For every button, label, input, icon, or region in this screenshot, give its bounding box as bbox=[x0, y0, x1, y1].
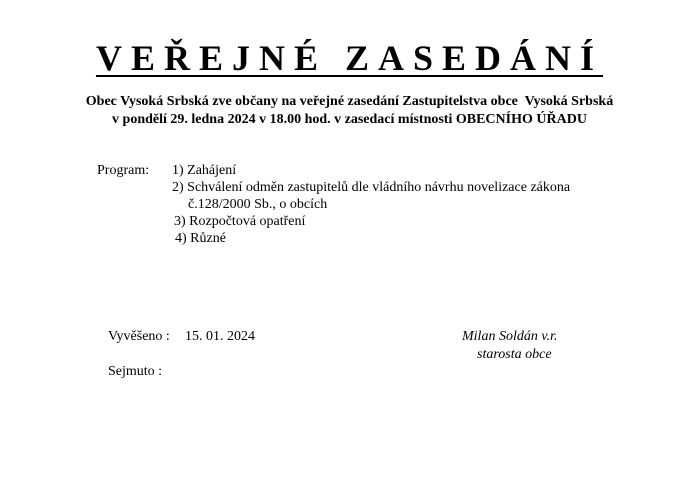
posted-date: 15. 01. 2024 bbox=[185, 329, 255, 344]
removed-label: Sejmuto : bbox=[108, 364, 163, 379]
program-item-2-continued: č.128/2000 Sb., o obcích bbox=[188, 197, 328, 212]
program-label: Program: bbox=[97, 163, 150, 178]
program-item-2: 2) Schválení odměn zastupitelů dle vládního návrhu novelizace zákona bbox=[172, 180, 571, 195]
posted-label: Vyvěšeno : bbox=[108, 329, 170, 344]
program-item-3: 3) Rozpočtová opatření bbox=[174, 214, 306, 229]
notice-title: VEŘEJNÉ ZASEDÁNÍ bbox=[95, 38, 604, 78]
invitation-line-2: v pondělí 29. ledna 2024 v 18.00 hod. v zasedací místnosti OBECNÍHO ÚŘADU bbox=[112, 112, 587, 127]
invitation-line-1: Obec Vysoká Srbská zve občany na veřejné zasedání Zastupitelstva obce Vysoká Srbská bbox=[85, 94, 614, 109]
program-item-1: 1) Zahájení bbox=[172, 163, 237, 178]
invitation-text bbox=[0, 93, 699, 129]
signature-name: Milan Soldán v.r. bbox=[462, 329, 558, 344]
signature-title: starosta obce bbox=[477, 347, 552, 362]
program-item-4: 4) Různé bbox=[175, 231, 226, 246]
